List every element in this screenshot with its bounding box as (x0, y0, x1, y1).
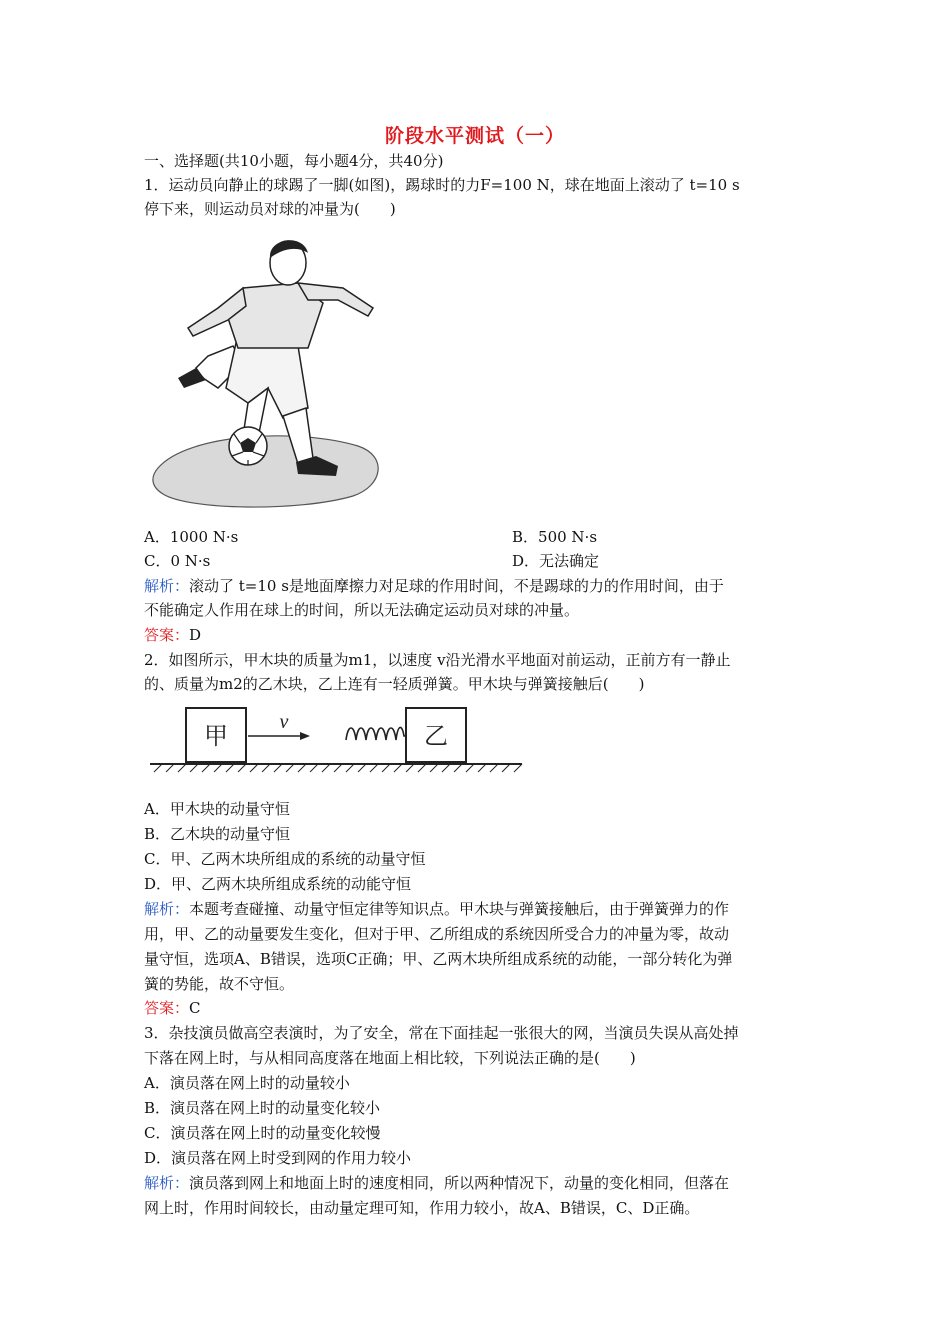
q1-answer-value: D (189, 626, 202, 644)
q2-answer (144, 997, 201, 1019)
q1-option-c: C．0 N·s (144, 552, 211, 570)
q2-option-d: D．甲、乙两木块所组成系统的动能守恒 (144, 875, 412, 893)
q1-analysis-line1: 解析：滚动了 t=10 s是地面摩擦力对足球的作用时间，不是踢球的力的作用时间，由于 (144, 577, 724, 595)
blocks-spring-figure (150, 702, 524, 776)
q2-option-c: C．甲、乙两木块所组成的系统的动量守恒 (144, 850, 426, 868)
q2-analysis-line3: 量守恒，选项A、B错误，选项C正确；甲、乙两木块所组成系统的动能，一部分转化为弹 (144, 950, 733, 968)
q1-answer (144, 624, 201, 646)
q3-analysis-label: 解析： (144, 1174, 190, 1192)
q1-stem-line2: 停下来，则运动员对球的冲量为( ) (144, 200, 396, 218)
q2-analysis-line2: 用，甲、乙的动量要发生变化，但对于甲、乙所组成的系统因所受合力的冲量为零，故动 (144, 925, 730, 943)
velocity-label: v (279, 711, 289, 733)
soccer-player-figure (148, 228, 388, 512)
page-title: 阶段水平测试（一） (384, 125, 565, 147)
q3-stem-line2: 下落在网上时，与从相同高度落在地面上相比较，下列说法正确的是( ) (144, 1049, 636, 1067)
q2-answer-value: C (189, 999, 201, 1017)
q3-option-b: B．演员落在网上时的动量变化较小 (144, 1099, 381, 1117)
q2-option-b: B．乙木块的动量守恒 (144, 825, 291, 843)
q1-stem-line1: 1．运动员向静止的球踢了一脚(如图)，踢球时的力F=100 N，球在地面上滚动了 t=10 s (144, 176, 740, 194)
q1-analysis-label: 解析： (144, 577, 190, 595)
spring (346, 727, 406, 740)
q2-analysis-line4: 簧的势能，故不守恒。 (144, 975, 295, 993)
q2-stem-line1: 2．如图所示，甲木块的质量为m1，以速度 v沿光滑水平地面对前运动，正前方有一静止 (144, 651, 731, 669)
q1-answer-label: 答案： (144, 626, 190, 644)
q1-option-d: D．无法确定 (512, 552, 600, 570)
q1-option-b: B．500 N·s (512, 528, 598, 546)
q3-option-d: D．演员落在网上时受到网的作用力较小 (144, 1149, 412, 1167)
q3-analysis-line1: 解析：演员落到网上和地面上时的速度相同，所以两种情况下，动量的变化相同，但落在 (144, 1174, 730, 1192)
q3-option-a: A．演员落在网上时的动量较小 (144, 1074, 350, 1092)
q1-option-a: A．1000 N·s (144, 528, 239, 546)
section-heading: 一、选择题(共10小题，每小题4分，共40分) (144, 152, 444, 170)
block-a-label: 甲 (204, 722, 228, 750)
block-b-label: 乙 (424, 722, 448, 750)
q2-analysis-line1: 解析：本题考查碰撞、动量守恒定律等知识点。甲木块与弹簧接触后，由于弹簧弹力的作 (144, 900, 730, 918)
q2-stem-line2: 的、质量为m2的乙木块，乙上连有一轻质弹簧。甲木块与弹簧接触后( ) (144, 675, 645, 693)
q1-analysis-line2: 不能确定人作用在球上的时间，所以无法确定运动员对球的冲量。 (144, 601, 580, 619)
q2-answer-label: 答案： (144, 999, 190, 1017)
q2-analysis-label: 解析： (144, 900, 190, 918)
q3-stem-line1: 3．杂技演员做高空表演时，为了安全，常在下面挂起一张很大的网，当演员失误从高处掉 (144, 1024, 739, 1042)
q3-option-c: C．演员落在网上时的动量变化较慢 (144, 1124, 381, 1142)
q3-analysis-line2: 网上时，作用时间较长，由动量定理可知，作用力较小，故A、B错误，C、D正确。 (144, 1199, 700, 1217)
q2-option-a: A．甲木块的动量守恒 (144, 800, 290, 818)
